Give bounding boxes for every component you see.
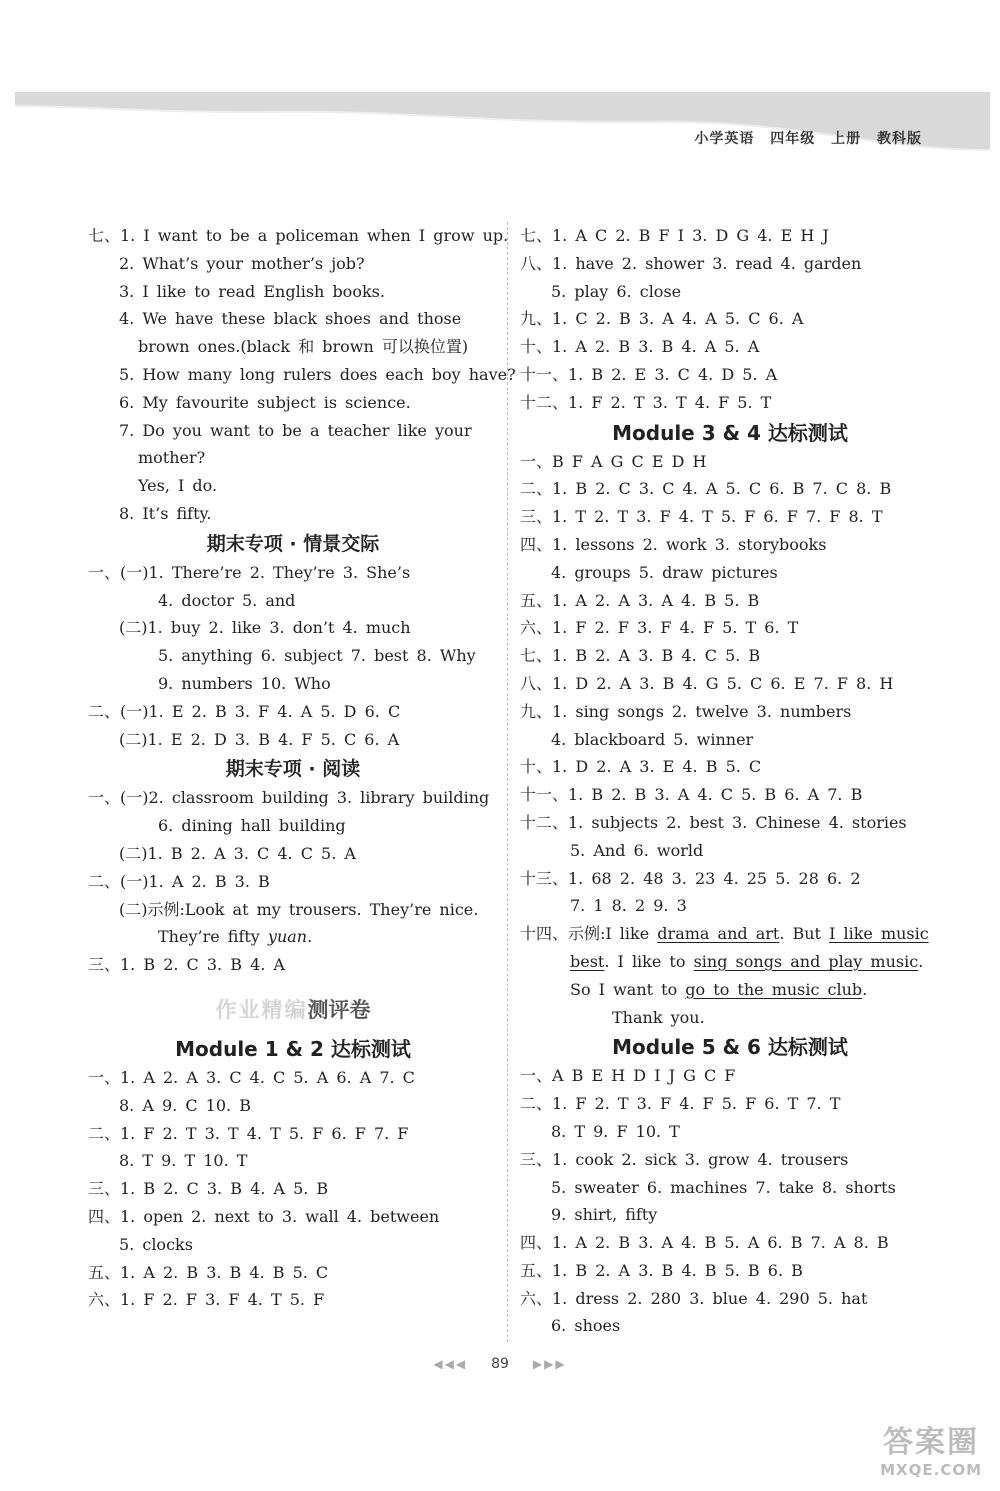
answer-line: 一、1. A 2. A 3. C 4. C 5. A 6. A 7. C: [88, 1067, 415, 1087]
underlined-answer: I like music: [829, 924, 929, 944]
section-banner: [88, 987, 498, 1033]
answer-line: 三、1. cook 2. sick 3. grow 4. trousers: [520, 1149, 849, 1169]
answer-line: 三、1. T 2. T 3. F 4. T 5. F 6. F 7. F 8. T: [520, 507, 883, 527]
banner-title: 测评卷: [307, 997, 371, 1022]
answer-line: 十一、1. B 2. E 3. C 4. D 5. A: [520, 364, 778, 384]
answer-line: 二、1. F 2. T 3. T 4. T 5. F 6. F 7. F: [88, 1123, 409, 1143]
answer-text: .: [918, 951, 924, 971]
answer-line: 8. T 9. T 10. T: [119, 1151, 248, 1171]
answer-line: 六、1. F 2. F 3. F 4. F 5. T 6. T: [520, 618, 799, 638]
answer-line: 8. It’s fifty.: [119, 503, 212, 523]
answer-text: .: [862, 979, 868, 999]
answer-line: brown ones.(black 和 brown 可以换位置): [138, 337, 469, 357]
answer-line: (二)示例:Look at my trousers. They’re nice.: [119, 899, 479, 919]
right-column: [520, 222, 940, 1340]
answer-line: 3. I like to read English books.: [119, 281, 385, 301]
answer-line: Yes, I do.: [138, 476, 218, 496]
answer-line: 5. anything 6. subject 7. best 8. Why: [158, 646, 476, 666]
answer-line: 4. We have these black shoes and those: [119, 309, 462, 329]
answer-line: 十二、1. subjects 2. best 3. Chinese 4. stories: [520, 812, 907, 832]
section-heading: Module 3 & 4 达标测试: [612, 420, 848, 445]
answer-line: 7. 1 8. 2 9. 3: [570, 896, 687, 916]
answer-line: 二、1. B 2. C 3. C 4. A 5. C 6. B 7. C 8. B: [520, 479, 892, 499]
answer-line: [520, 948, 940, 976]
answer-line: 7. Do you want to be a teacher like your: [119, 420, 472, 440]
watermark-url-text: MXQE.COM: [880, 1461, 982, 1479]
faint-watermark-text: 作业精编: [215, 997, 308, 1022]
answer-line: 十二、1. F 2. T 3. T 4. F 5. T: [520, 392, 772, 412]
page-number: 89: [491, 1356, 509, 1372]
underlined-answer: drama and art: [657, 924, 780, 944]
answer-line: 七、1. I want to be a policeman when I grow up.: [88, 226, 509, 245]
underlined-answer: go to the music club: [685, 979, 863, 999]
answer-line: 八、1. have 2. shower 3. read 4. garden: [520, 253, 862, 273]
answer-text: .: [307, 927, 313, 947]
answer-line: 5. play 6. close: [551, 281, 682, 301]
answer-line: 八、1. D 2. A 3. B 4. G 5. C 6. E 7. F 8. H: [520, 673, 894, 693]
answer-line: 6. My favourite subject is science.: [119, 392, 411, 412]
answer-line: 十、1. A 2. B 3. B 4. A 5. A: [520, 337, 760, 357]
answer-line: 5. And 6. world: [570, 840, 704, 860]
answer-line: 4. doctor 5. and: [158, 590, 296, 610]
answer-text: They’re fifty: [158, 927, 268, 947]
page-footer: [0, 1356, 1000, 1372]
answer-line: 十、1. D 2. A 3. E 4. B 5. C: [520, 757, 762, 777]
site-watermark-logo: [880, 1417, 982, 1479]
answer-line: 二、(一)1. E 2. B 3. F 4. A 5. D 6. C: [88, 701, 401, 721]
answer-line: 5. How many long rulers does each boy have?: [119, 364, 516, 384]
answer-line: [88, 923, 498, 951]
answer-text: . I like to: [604, 951, 694, 971]
answer-line: 五、1. A 2. A 3. A 4. B 5. B: [520, 590, 760, 610]
answer-line: 五、1. B 2. A 3. B 4. B 5. B 6. B: [520, 1260, 803, 1280]
answer-line: 6. dining hall building: [158, 816, 346, 836]
answer-line: 四、1. lessons 2. work 3. storybooks: [520, 534, 827, 554]
answer-line: 十三、1. 68 2. 48 3. 23 4. 25 5. 28 6. 2: [520, 868, 861, 888]
answer-text: 十四、示例:I like: [520, 924, 658, 944]
answer-line: 一、B F A G C E D H: [520, 451, 707, 471]
header-band: [15, 92, 990, 162]
watermark-logo-text: 答案圈: [883, 1425, 980, 1460]
answer-line: 九、1. C 2. B 3. A 4. A 5. C 6. A: [520, 309, 804, 329]
left-column: [88, 222, 516, 1314]
answer-line: 5. sweater 6. machines 7. take 8. shorts: [551, 1177, 896, 1197]
section-heading: Module 5 & 6 达标测试: [612, 1035, 848, 1060]
answer-line: 四、1. A 2. B 3. A 4. B 5. A 6. B 7. A 8. B: [520, 1233, 889, 1253]
answer-line: 5. clocks: [119, 1234, 193, 1254]
answer-line: 五、1. A 2. B 3. B 4. B 5. C: [88, 1262, 329, 1282]
answer-line: 九、1. sing songs 2. twelve 3. numbers: [520, 701, 852, 721]
answer-text-italic: yuan: [267, 927, 308, 947]
underlined-answer: sing songs and play music: [693, 951, 919, 971]
answer-line: 三、1. B 2. C 3. B 4. A: [88, 955, 285, 975]
answer-line: (二)1. buy 2. like 3. don’t 4. much: [119, 618, 411, 638]
answer-line: 六、1. F 2. F 3. F 4. T 5. F: [88, 1290, 325, 1310]
answer-line: 二、1. F 2. T 3. F 4. F 5. F 6. T 7. T: [520, 1094, 841, 1114]
answer-line: 8. A 9. C 10. B: [119, 1095, 251, 1115]
answer-line: (二)1. E 2. D 3. B 4. F 5. C 6. A: [119, 729, 400, 749]
answer-line: 一、A B E H D I J G C F: [520, 1066, 736, 1086]
section-heading: 期末专项 · 情景交际: [206, 532, 380, 555]
answer-line: 七、1. A C 2. B F I 3. D G 4. E H J: [520, 226, 829, 245]
section-heading: 期末专项 · 阅读: [225, 758, 361, 781]
answer-line: 9. numbers 10. Who: [158, 673, 331, 693]
answer-line: 七、1. B 2. A 3. B 4. C 5. B: [520, 646, 761, 666]
answer-line: Thank you.: [612, 1007, 705, 1027]
answer-line: 十一、1. B 2. B 3. A 4. C 5. B 6. A 7. B: [520, 785, 863, 805]
section-heading: Module 1 & 2 达标测试: [175, 1036, 411, 1061]
column-divider: [507, 222, 508, 1342]
book-header: 小学英语 四年级 上册 教科版: [694, 131, 922, 147]
answer-line: [520, 976, 940, 1004]
previous-arrows-icon: ◀◀◀: [433, 1357, 468, 1371]
answer-line: (二)1. B 2. A 3. C 4. C 5. A: [119, 843, 356, 863]
answer-line: 6. shoes: [551, 1316, 621, 1336]
answer-text: So I want to: [570, 979, 686, 999]
answer-line: 9. shirt, fifty: [551, 1205, 658, 1225]
answer-line: 8. T 9. F 10. T: [551, 1121, 680, 1141]
answer-line: 六、1. dress 2. 280 3. blue 4. 290 5. hat: [520, 1288, 868, 1308]
next-arrows-icon: ▶▶▶: [532, 1357, 567, 1371]
answer-line: mother?: [138, 448, 206, 468]
answer-line: 2. What’s your mother’s job?: [119, 253, 365, 273]
answer-line: 一、(一)2. classroom building 3. library building: [88, 788, 490, 808]
answer-line: 一、(一)1. There’re 2. They’re 3. She’s: [88, 562, 411, 582]
answer-line: 三、1. B 2. C 3. B 4. A 5. B: [88, 1179, 329, 1199]
answer-line: 4. groups 5. draw pictures: [551, 562, 778, 582]
answer-line: 四、1. open 2. next to 3. wall 4. between: [88, 1206, 440, 1226]
underlined-answer: best: [570, 951, 605, 971]
answer-line: 4. blackboard 5. winner: [551, 729, 754, 749]
answer-line: 二、(一)1. A 2. B 3. B: [88, 871, 270, 891]
answer-text: . But: [779, 924, 830, 944]
answer-line: [520, 920, 940, 948]
